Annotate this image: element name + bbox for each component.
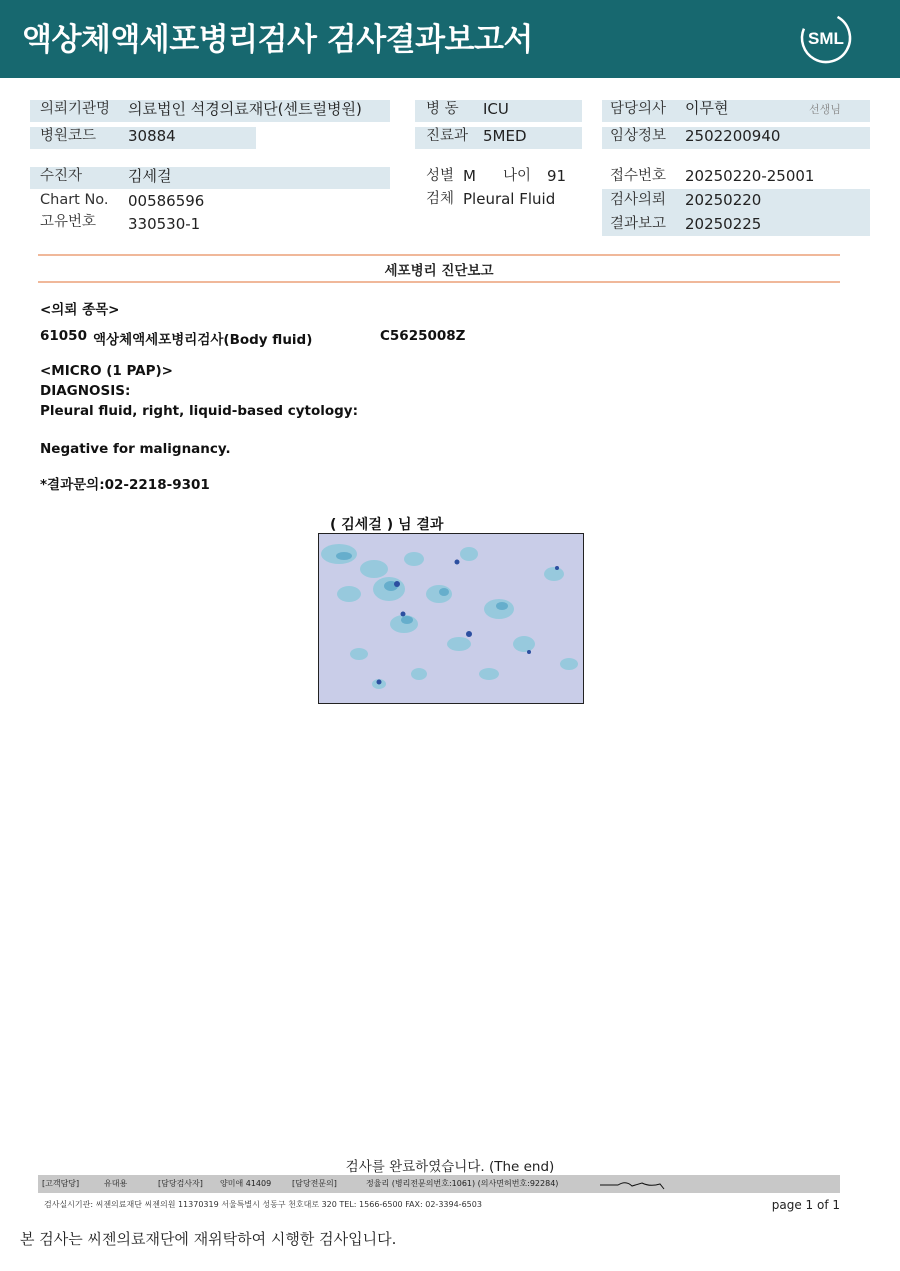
patient-value: 김세걸: [128, 167, 172, 185]
tech-label: [담당검사자]: [158, 1179, 203, 1188]
patient-row: [30, 167, 390, 189]
micrograph-image: [319, 534, 584, 704]
lab-info: 검사실시기관: 씨젠의료재단 씨젠의원 11370319 서울특별시 성동구 천호대로 320 TEL: 1566-6500 FAX: 02-3394-6503: [44, 1200, 482, 1209]
image-caption: ( 김세걸 ) 님 결과: [330, 517, 444, 533]
request-date-label: 검사의뢰: [610, 192, 667, 208]
report-header: [0, 0, 900, 78]
hospital-code-value: 30884: [128, 127, 176, 145]
request-header: <의뢰 종목>: [40, 302, 120, 318]
section-rule-top: [38, 254, 840, 256]
doctor-suffix: 선생님: [809, 103, 841, 116]
chart-label: Chart No.: [40, 192, 109, 208]
institution-value: 의료법인 석경의료재단(센트럴병원): [128, 100, 362, 118]
diagnosis-result: Negative for malignancy.: [40, 441, 231, 457]
sml-logo: [796, 10, 856, 66]
sex-label: 성별: [426, 168, 455, 184]
age-label: 나이: [503, 168, 532, 184]
reconsignment-note: 본 검사는 씨젠의료재단에 재위탁하여 시행한 검사입니다.: [20, 1230, 397, 1248]
report-date-value: 20250225: [685, 215, 762, 233]
request-date-value: 20250220: [685, 191, 762, 209]
test-code: 61050: [40, 328, 87, 344]
pathologist-name: 정율리 (병리전문의번호:1061) (의사면허번호:92284): [366, 1179, 559, 1188]
svg-text:SML: SML: [808, 29, 844, 48]
test-name: 액상체액세포병리검사(Body fluid): [93, 332, 313, 348]
hospital-code-label: 병원코드: [40, 128, 97, 144]
cytology-micrograph: [318, 533, 584, 704]
unique-id-value: 330530-1: [128, 215, 201, 233]
end-text: 검사를 완료하였습니다. (The end): [345, 1159, 555, 1175]
clinical-label: 임상정보: [610, 128, 667, 144]
unique-id-label: 고유번호: [40, 214, 97, 230]
dept-value: 5MED: [483, 127, 527, 145]
cs-name: 유대용: [104, 1179, 128, 1188]
page-number: page 1 of 1: [771, 1198, 840, 1212]
section-title: 세포병리 진단보고: [384, 263, 494, 279]
specimen-value: Pleural Fluid: [463, 190, 556, 208]
receipt-label: 접수번호: [610, 168, 667, 184]
pathologist-label: [담당전문의]: [292, 1179, 337, 1188]
test-id: C5625008Z: [380, 328, 466, 344]
cs-label: [고객담당]: [42, 1179, 80, 1188]
chart-value: 00586596: [128, 192, 205, 210]
micro-header: <MICRO (1 PAP)>: [40, 363, 173, 379]
dept-label: 진료과: [426, 128, 469, 144]
age-value: 91: [547, 167, 567, 185]
doctor-value: 이무현: [685, 99, 729, 117]
patient-label: 수진자: [40, 168, 83, 184]
report-date-label: 결과보고: [610, 216, 667, 232]
diagnosis-site: Pleural fluid, right, liquid-based cytology:: [40, 403, 359, 419]
ward-label: 병 동: [426, 101, 459, 117]
section-rule-bottom: [38, 281, 840, 283]
ward-value: ICU: [483, 100, 509, 118]
sex-value: M: [463, 167, 476, 185]
signature: [598, 1177, 668, 1191]
tech-name: 양미애 41409: [220, 1179, 272, 1188]
inquiry-phone: *결과문의:02-2218-9301: [40, 477, 210, 493]
report-title: 액상체액세포병리검사 검사결과보고서: [22, 22, 533, 58]
specimen-label: 검체: [426, 191, 455, 207]
institution-label: 의뢰기관명: [40, 101, 111, 117]
diagnosis-label: DIAGNOSIS:: [40, 383, 131, 399]
receipt-value: 20250220-25001: [685, 167, 815, 185]
staff-bar: [38, 1175, 840, 1193]
doctor-label: 담당의사: [610, 101, 667, 117]
clinical-value: 2502200940: [685, 127, 781, 145]
